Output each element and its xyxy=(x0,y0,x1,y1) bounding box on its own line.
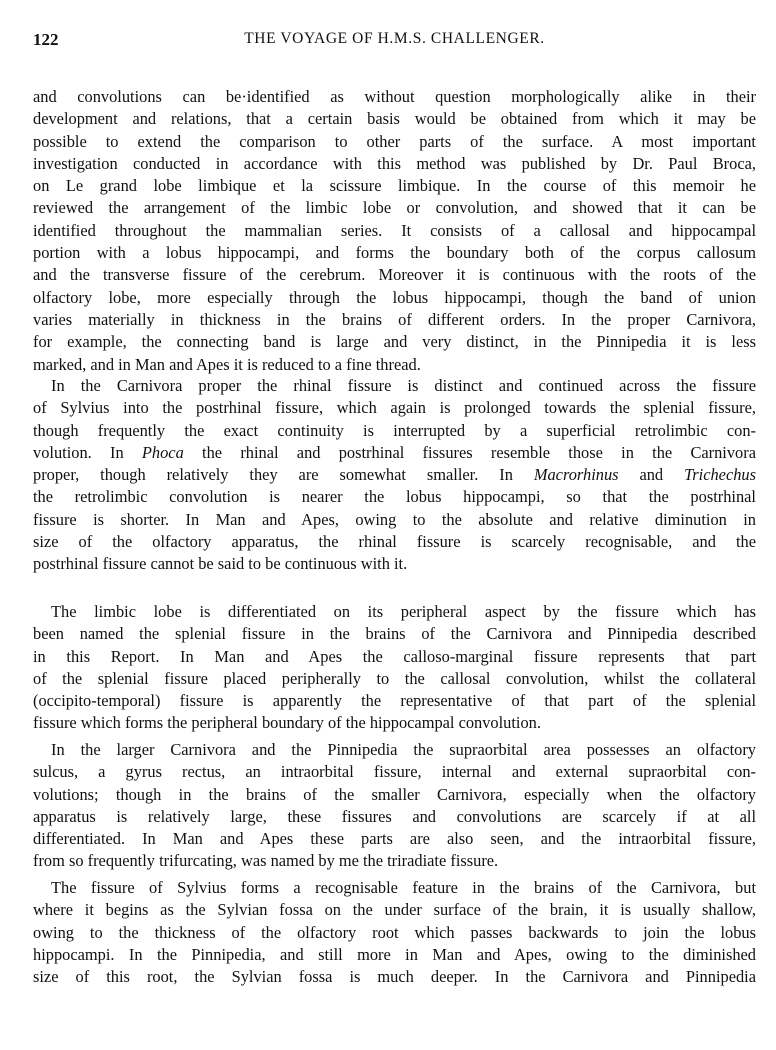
text-segment: volutions; though in the brains of the smaller Carnivora, especially when the olfactory xyxy=(33,784,756,804)
text-segment: proper, though relatively they are somewhat smaller. In xyxy=(33,465,534,485)
text-segment: apparatus is relatively large, these fissures and convolutions are scarcely if at all xyxy=(33,806,756,826)
running-title: THE VOYAGE OF H.M.S. CHALLENGER. xyxy=(244,30,545,47)
text-segment: In the larger Carnivora and the Pinnipedia the supraorbital area possesses an olfactory xyxy=(51,740,756,759)
paragraph xyxy=(33,739,756,873)
text-segment: olfactory lobe, more especially through the lobus hippocampi, though the band of union xyxy=(33,287,756,307)
italic-text: Macrorhinus xyxy=(533,465,619,485)
text-segment: and the transverse fissure of the cerebrum. Moreover it is continuous with the roots of the xyxy=(33,265,756,285)
text-line xyxy=(33,761,756,783)
text-line xyxy=(33,899,756,921)
text-segment: identified throughout the mammalian series. It consists of a callosal and hippocampal xyxy=(33,220,756,240)
text-line xyxy=(33,646,756,668)
text-line xyxy=(33,287,756,309)
text-line xyxy=(33,175,756,197)
text-segment: In the Carnivora proper the rhinal fissure is distinct and continued across the fissure xyxy=(51,376,756,395)
text-segment: possible to extend the comparison to other parts of the surface. A most important xyxy=(33,131,756,151)
text-segment: in this Report. In Man and Apes the calloso-marginal fissure represents that part xyxy=(33,646,756,666)
text-line xyxy=(33,966,756,988)
text-line xyxy=(33,690,756,712)
text-segment: portion with a lobus hippocampi, and forms the boundary both of the corpus callosum xyxy=(33,243,756,263)
text-line xyxy=(33,601,756,623)
text-segment: from so frequently trifurcating, was named by me the triradiate fissure. xyxy=(33,851,499,871)
text-line xyxy=(33,309,756,331)
text-line xyxy=(33,828,756,850)
text-segment: size of this root, the Sylvian fossa is much deeper. In the Carnivora and Pinnipedia xyxy=(33,967,756,987)
running-header xyxy=(33,30,756,54)
text-line xyxy=(33,153,756,175)
text-line xyxy=(33,131,756,153)
text-segment: postrhinal fissure cannot be said to be continuous with it. xyxy=(33,554,408,574)
text-line xyxy=(33,850,756,872)
text-segment: and convolutions can be·identified as without question morphologically alike in their xyxy=(33,87,756,106)
paragraph xyxy=(33,877,756,988)
text-line xyxy=(33,553,756,575)
text-line xyxy=(33,264,756,286)
text-line xyxy=(33,623,756,645)
text-segment: the rhinal and postrhinal fissures resemble those in the Carnivora xyxy=(183,442,756,462)
text-line xyxy=(33,331,756,353)
text-segment: on Le grand lobe limbique et la scissure limbique. In the course of this memoir he xyxy=(33,176,756,196)
text-segment: (occipito-temporal) fissure is apparently the representative of that part of the splenial xyxy=(33,691,756,711)
text-line xyxy=(33,375,756,397)
text-segment: hippocampi. In the Pinnipedia, and still more in Man and Apes, owing to the diminished xyxy=(33,944,756,964)
text-segment: of Sylvius into the postrhinal fissure, which again is prolonged towards the splenial fissure, xyxy=(33,398,756,418)
text-line xyxy=(33,197,756,219)
text-line xyxy=(33,509,756,531)
text-segment: for example, the connecting band is large and very distinct, in the Pinnipedia it is less xyxy=(33,332,756,352)
text-segment: of the splenial fissure placed peripherally to the callosal convolution, whilst the collateral xyxy=(33,668,756,688)
text-segment: investigation conducted in accordance with this method was published by Dr. Paul Broca, xyxy=(33,153,756,173)
text-line xyxy=(33,739,756,761)
text-line xyxy=(33,108,756,130)
text-segment: The limbic lobe is differentiated on its peripheral aspect by the fissure which has xyxy=(51,602,756,621)
text-segment: marked, and in Man and Apes it is reduced to a fine thread. xyxy=(33,354,421,374)
text-segment: reviewed the arrangement of the limbic lobe or convolution, and showed that it can be xyxy=(33,198,756,218)
text-line xyxy=(33,442,756,464)
text-line xyxy=(33,712,756,734)
text-segment: sulcus, a gyrus rectus, an intraorbital fissure, internal and external supraorbital con- xyxy=(33,762,756,782)
text-line xyxy=(33,354,756,376)
text-line xyxy=(33,242,756,264)
text-line xyxy=(33,877,756,899)
text-line xyxy=(33,784,756,806)
text-line xyxy=(33,668,756,690)
text-segment: the retrolimbic convolution is nearer the lobus hippocampi, so that the postrhinal xyxy=(33,487,756,507)
text-segment: volution. In xyxy=(33,442,142,462)
text-segment: The fissure of Sylvius forms a recognisable feature in the brains of the Carnivora, but xyxy=(51,878,756,897)
text-line xyxy=(33,397,756,419)
text-line xyxy=(33,220,756,242)
text-segment: and xyxy=(618,465,685,485)
text-line xyxy=(33,922,756,944)
text-line xyxy=(33,420,756,442)
text-segment: development and relations, that a certain basis would be obtained from which it may be xyxy=(33,109,756,129)
text-segment: size of the olfactory apparatus, the rhinal fissure is scarcely recognisable, and the xyxy=(33,532,756,552)
text-segment: where it begins as the Sylvian fossa on the under surface of the brain, it is usually shallow, xyxy=(33,900,756,920)
text-segment: though frequently the exact continuity is interrupted by a superficial retrolimbic con- xyxy=(33,420,756,440)
text-segment: been named the splenial fissure in the brains of the Carnivora and Pinnipedia described xyxy=(33,624,756,644)
text-line xyxy=(33,944,756,966)
text-line xyxy=(33,486,756,508)
italic-text: Phoca xyxy=(141,442,184,462)
text-segment: owing to the thickness of the olfactory root which passes backwards to join the lobus xyxy=(33,922,756,942)
italic-text: Trichechus xyxy=(684,465,756,485)
paragraph xyxy=(33,375,756,576)
text-segment: fissure which forms the peripheral boundary of the hippocampal convolution. xyxy=(33,713,541,733)
paragraph xyxy=(33,86,756,376)
text-segment: differentiated. In Man and Apes these parts are also seen, and the intraorbital fissure, xyxy=(33,829,756,849)
text-segment: varies materially in thickness in the brains of different orders. In the proper Carnivora, xyxy=(33,309,756,329)
text-line xyxy=(33,464,756,486)
page-number: 122 xyxy=(33,30,59,49)
paragraph xyxy=(33,601,756,735)
text-line xyxy=(33,531,756,553)
text-line xyxy=(33,86,756,108)
text-segment: fissure is shorter. In Man and Apes, owing to the absolute and relative diminution in xyxy=(33,509,756,529)
text-line xyxy=(33,806,756,828)
